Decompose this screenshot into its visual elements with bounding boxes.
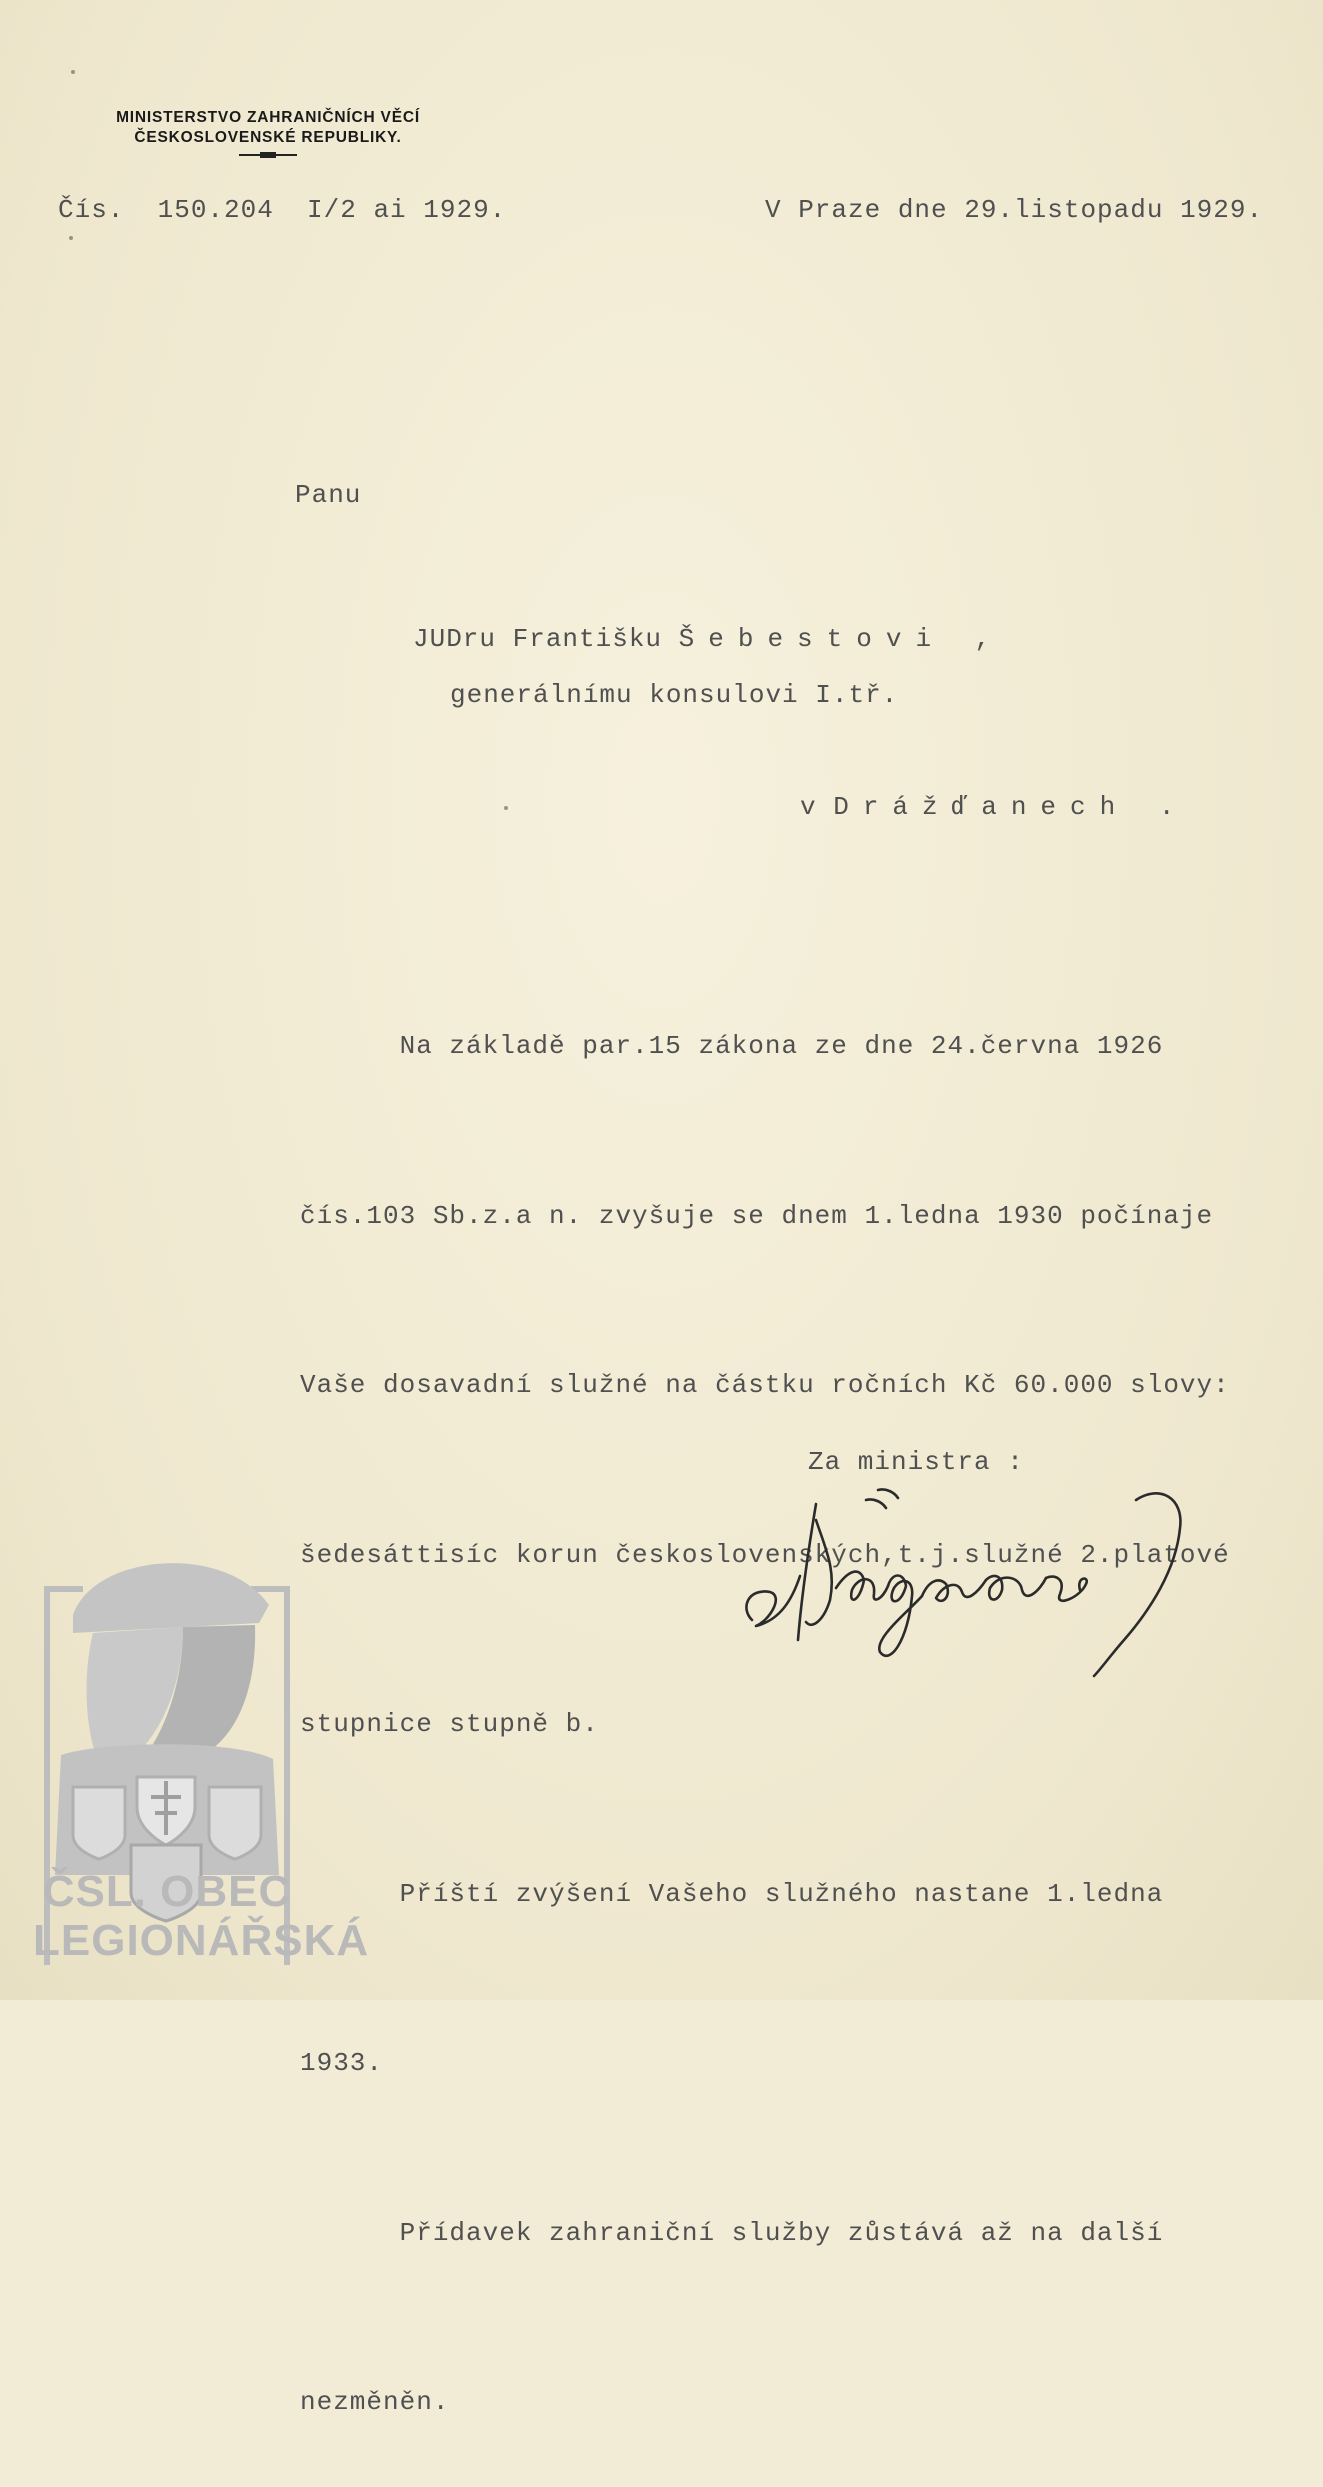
salutation: Panu <box>295 480 362 510</box>
body-line: Přídavek zahraniční služby zůstává až na další <box>300 2217 1164 2248</box>
stamp-line-1: ČSL. OBEC <box>42 1867 292 1916</box>
body-line: nezměněn. <box>300 2387 450 2417</box>
body-line: Vaše dosavadní služné na částku ročních Kč 60.000 slovy: <box>300 1370 1230 1400</box>
body-line: stupnice stupně b. <box>300 1709 599 1739</box>
letterhead-rule <box>239 154 297 156</box>
paper-speck <box>504 806 508 810</box>
stamp-line-2: LEGIONÁŘSKÁ <box>33 1916 370 1965</box>
addressee-city-name: Drážďanech . <box>833 792 1189 822</box>
paper-speck <box>71 70 75 74</box>
addressee-title: generálnímu konsulovi I.tř. <box>450 680 899 710</box>
body-line: šedesáttisíc korun československých,t.j.služné 2.platové <box>300 1539 1230 1570</box>
paper-speck <box>69 236 73 240</box>
body-line: čís.103 Sb.z.a n. zvyšuje se dnem 1.ledna 1930 počínaje <box>300 1200 1214 1231</box>
addressee-city-prefix: v <box>800 792 834 822</box>
letterhead-line-1: MINISTERSTVO ZAHRANIČNÍCH VĚCÍ <box>116 109 420 126</box>
addressee-name <box>413 624 1004 654</box>
body-line: Příští zvýšení Vašeho služného nastane 1.ledna <box>300 1878 1164 1909</box>
letter-body <box>300 905 1230 2487</box>
letterhead <box>58 108 478 156</box>
letterhead-line-2: ČESKOSLOVENSKÉ REPUBLIKY. <box>134 129 402 146</box>
reference-number: Čís. 150.204 I/2 ai 1929. <box>58 195 507 225</box>
signoff: Za ministra : <box>808 1447 1024 1477</box>
addressee-surname: Šebestovi , <box>678 624 1005 654</box>
addressee-city <box>800 792 1188 822</box>
body-line: Na základě par.15 zákona ze dne 24.června 1926 <box>300 1031 1164 1061</box>
handwritten-signature <box>740 1480 1210 1680</box>
body-line: 1933. <box>300 2048 384 2078</box>
place-and-date: V Praze dne 29.listopadu 1929. <box>765 195 1264 225</box>
addressee-name-prefix: JUDru Františku <box>413 624 679 654</box>
